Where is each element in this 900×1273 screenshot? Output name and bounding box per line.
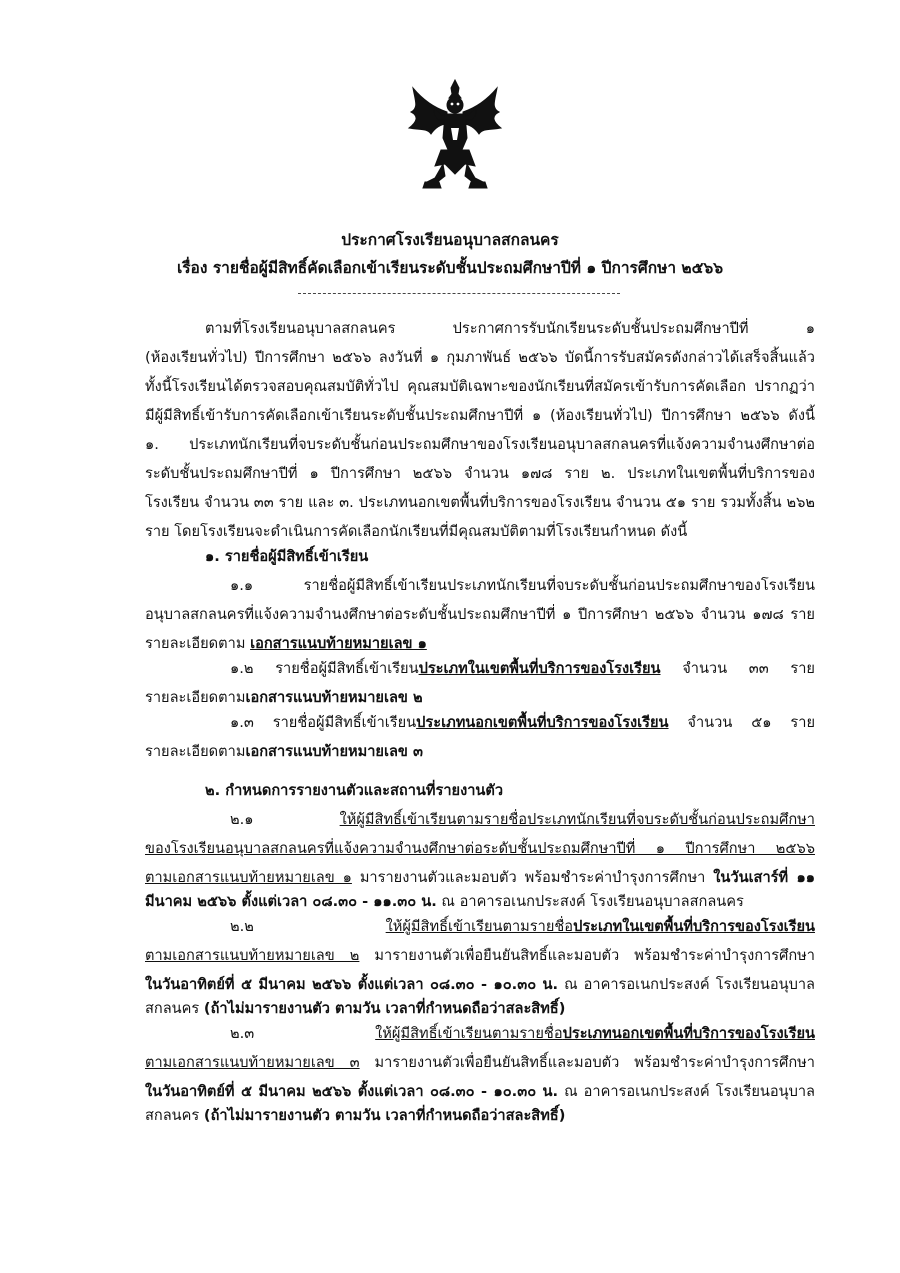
intro-line: ราย โดยโรงเรียนจะดำเนินการคัดเลือกนักเรียนที่มีคุณสมบัติตามที่โรงเรียนกำหนด ดังนี้: [145, 523, 688, 540]
intro-line: ๑. ประเภทนักเรียนที่จบระดับชั้นก่อนประถมศึกษาของโรงเรียนอนุบาลสกลนครที่แจ้งความจำนงศึกษาต่อ: [145, 436, 815, 453]
s21-text: ให้ผู้มีสิทธิ์เข้าเรียนตามรายชื่อประเภทนักเรียนที่จบระดับชั้นก่อนประถมศึกษา: [339, 811, 815, 828]
s21-date: ในวันเสาร์ที่ ๑๑: [713, 869, 815, 886]
s11-line: ๑.๑ รายชื่อผู้มีสิทธิ์เข้าเรียนประเภทนักเรียนที่จบระดับชั้นก่อนประถมศึกษาของโรงเรียน: [230, 577, 815, 594]
s21-time: มีนาคม ๒๕๖๖ ตั้งแต่เวลา ๐๘.๓๐ - ๑๑.๓๐ น.: [145, 893, 437, 910]
s21-action: มารายงานตัวและมอบตัว พร้อมชำระค่าบำรุงการศึกษา: [351, 869, 714, 886]
s21-number: ๒.๑: [230, 811, 340, 828]
s11-line: [145, 632, 815, 656]
s22-forfeit-note: (ถ้าไม่มารายงานตัว ตามวัน เวลาที่กำหนดถือว่าสละสิทธิ์): [203, 1000, 566, 1017]
attachment-1-ref: เอกสารแนบท้ายหมายเลข ๑: [250, 635, 427, 652]
s13-count: จำนวน ๕๑ ราย: [668, 714, 815, 731]
s22-action: มารายงานตัวเพื่อยืนยันสิทธิ์และมอบตัว พร้อมชำระค่าบำรุงการศึกษา: [359, 947, 815, 964]
garuda-emblem: [405, 78, 505, 196]
s23-number: ๒.๓: [230, 1025, 376, 1042]
s12-count: จำนวน ๓๓ ราย: [660, 660, 815, 677]
s23-type: ประเภทนอกเขตพื้นที่บริการของโรงเรียน: [562, 1025, 815, 1042]
s23-place: ณ อาคารอเนกประสงค์ โรงเรียนอนุบาล: [558, 1083, 815, 1100]
s21-line: [145, 866, 815, 890]
s12-line: [230, 657, 815, 681]
s23-text: ให้ผู้มีสิทธิ์เข้าเรียนตามรายชื่อ: [375, 1025, 563, 1042]
s21-line: ของโรงเรียนอนุบาลสกลนครที่แจ้งความจำนงศึกษาต่อระดับชั้นประถมศึกษาปีที่ ๑ ปีการศึกษา ๒๕๖๖: [145, 840, 815, 857]
attachment-3-ref: เอกสารแนบท้ายหมายเลข ๓: [245, 743, 423, 760]
s22-text: ให้ผู้มีสิทธิ์เข้าเรียนตามรายชื่อ: [385, 918, 574, 935]
s11-prefix: รายละเอียดตาม: [145, 635, 251, 652]
section1-heading: ๑. รายชื่อผู้มีสิทธิ์เข้าเรียน: [205, 548, 369, 565]
s21-place: ณ อาคารอเนกประสงค์ โรงเรียนอนุบาลสกลนคร: [436, 893, 744, 910]
s22-place-end: สกลนคร: [145, 1000, 204, 1017]
s12-detail: รายละเอียดตาม: [145, 689, 246, 706]
intro-line: ตามที่โรงเรียนอนุบาลสกลนคร ประกาศการรับนักเรียนระดับชั้นประถมศึกษาปีที่ ๑: [205, 320, 815, 337]
s12-prefix: ๑.๒ รายชื่อผู้มีสิทธิ์เข้าเรียน: [230, 660, 419, 677]
intro-line: มีผู้มีสิทธิ์เข้ารับการคัดเลือกเข้าเรียนระดับชั้นประถมศึกษาปีที่ ๑ (ห้องเรียนทั่วไป) ปีการศึกษา ๒๕๖๖ ดังนี้: [145, 407, 815, 424]
s13-prefix: ๑.๓ รายชื่อผู้มีสิทธิ์เข้าเรียน: [230, 714, 417, 731]
section2-heading: ๒. กำหนดการรายงานตัวและสถานที่รายงานตัว: [205, 782, 504, 799]
s21-line: [145, 890, 815, 914]
intro-line: (ห้องเรียนทั่วไป) ปีการศึกษา ๒๕๖๖ ลงวันที่ ๑ กุมภาพันธ์ ๒๕๖๖ บัดนี้การรับสมัครดังกล่าวได้เสร็จสิ้นแล้ว: [145, 349, 815, 366]
s13-line: [230, 711, 815, 735]
s23-line: [145, 1080, 815, 1104]
intro-line: โรงเรียน จำนวน ๓๓ ราย และ ๓. ประเภทนอกเขตพื้นที่บริการของโรงเรียน จำนวน ๕๑ ราย รวมทั้งสิ้น ๒๖๒: [145, 494, 815, 511]
s22-number: ๒.๒: [230, 918, 386, 935]
s22-line: [145, 997, 815, 1021]
s13-type: ประเภทนอกเขตพื้นที่บริการของโรงเรียน: [416, 714, 669, 731]
title-divider: [298, 293, 620, 294]
s22-line: [145, 944, 815, 968]
s23-action: มารายงานตัวเพื่อยืนยันสิทธิ์และมอบตัว พร้อมชำระค่าบำรุงการศึกษา: [359, 1054, 815, 1071]
attachment-3-ref: ตามเอกสารแนบท้ายหมายเลข ๓: [145, 1054, 360, 1071]
s23-line: [145, 1051, 815, 1075]
s22-line: [145, 973, 815, 997]
s23-place-end: สกลนคร: [145, 1107, 204, 1124]
s22-place: ณ อาคารอเนกประสงค์ โรงเรียนอนุบาล: [558, 976, 815, 993]
s13-line: [145, 740, 815, 764]
intro-line: ทั้งนี้โรงเรียนได้ตรวจสอบคุณสมบัติทั่วไป คุณสมบัติเฉพาะของนักเรียนที่สมัครเข้ารับการคัดเลือก ปรากฏว่า: [145, 378, 815, 395]
attachment-2-ref: เอกสารแนบท้ายหมายเลข ๒: [245, 689, 423, 706]
s23-line: [145, 1104, 815, 1128]
s22-line: [230, 915, 815, 939]
announcement-subject: เรื่อง รายชื่อผู้มีสิทธิ์คัดเลือกเข้าเรียนระดับชั้นประถมศึกษาปีที่ ๑ ปีการศึกษา ๒๕๖๖: [176, 259, 724, 277]
s23-forfeit-note: (ถ้าไม่มารายงานตัว ตามวัน เวลาที่กำหนดถือว่าสละสิทธิ์): [203, 1107, 566, 1124]
s12-line: [145, 686, 815, 710]
s21-line: [230, 808, 815, 832]
attachment-2-ref: ตามเอกสารแนบท้ายหมายเลข ๒: [145, 947, 360, 964]
attachment-1-ref: ตามเอกสารแนบท้ายหมายเลข ๑: [145, 869, 352, 886]
announcement-title: ประกาศโรงเรียนอนุบาลสกลนคร: [341, 231, 559, 249]
s11-line: อนุบาลสกลนครที่แจ้งความจำนงศึกษาต่อระดับชั้นประถมศึกษาปีที่ ๑ ปีการศึกษา ๒๕๖๖ จำนวน ๑๗๘ ราย: [145, 606, 815, 623]
s23-line: [230, 1022, 815, 1046]
intro-line: ระดับชั้นประถมศึกษาปีที่ ๑ ปีการศึกษา ๒๕๖๖ จำนวน ๑๗๘ ราย ๒. ประเภทในเขตพื้นที่บริการของ: [145, 465, 815, 482]
s23-date: ในวันอาทิตย์ที่ ๕ มีนาคม ๒๕๖๖ ตั้งแต่เวลา ๐๘.๓๐ - ๑๐.๓๐ น.: [145, 1083, 559, 1100]
s12-type: ประเภทในเขตพื้นที่บริการของโรงเรียน: [418, 660, 661, 677]
s22-date: ในวันอาทิตย์ที่ ๕ มีนาคม ๒๕๖๖ ตั้งแต่เวลา ๐๘.๓๐ - ๑๐.๓๐ น.: [145, 976, 559, 993]
s22-type: ประเภทในเขตพื้นที่บริการของโรงเรียน: [573, 918, 815, 935]
s13-detail: รายละเอียดตาม: [145, 743, 246, 760]
